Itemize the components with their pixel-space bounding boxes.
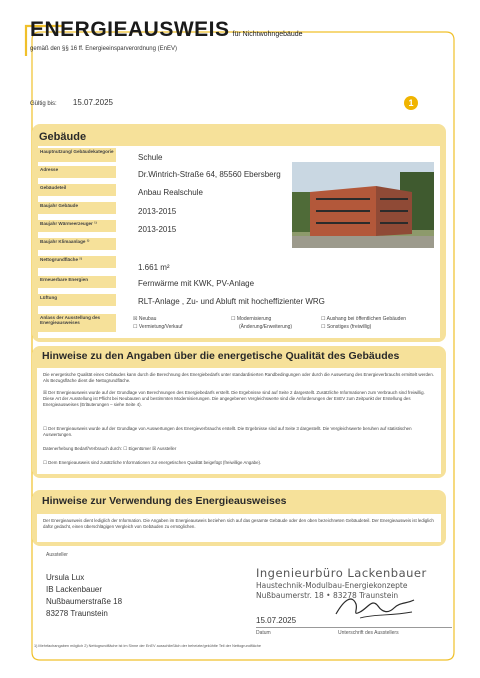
- anlass-option: ☐ Aushang bei öffentlichen Gebäuden: [321, 316, 407, 322]
- checkbox-icon: ☐: [133, 324, 138, 330]
- hinweise-option-zusatz: ☐ Dem Energieausweis sind zusätzliche Informationen zur energetischen Qualität beigefügt (freiwillige Angabe).: [43, 460, 262, 465]
- anlass-option: (Änderung/Erweiterung): [239, 324, 293, 330]
- hinweise-qualitaet-title: Hinweise zu den Angaben über die energetische Qualität des Gebäudes: [42, 350, 400, 362]
- signature-line: [256, 627, 452, 628]
- hinweise-option-verbrauch: ☐ Der Energieausweis wurde auf der Grundlage von Auswertungen des Energieverbrauchs erstellt. Die Ergebnisse sind auf Seite 3 dargestellt. Die Vergleichswerte beruhen auf statistischen Auswertungen.: [43, 426, 412, 437]
- document-subtitle: gemäß den §§ 16 ff. Energieeinsparverordnung (EnEV): [30, 46, 177, 52]
- building-photo: [292, 162, 434, 248]
- checkbox-icon: ☐: [231, 316, 236, 322]
- anlass-option: ☐ Modernisierung: [231, 316, 272, 322]
- anlass-option: ☒ Neubau: [133, 316, 157, 322]
- gebaeude-row-value: 2013-2015: [138, 207, 177, 216]
- gebaeude-row-label: Anlass der Ausstellung des Energieausweises: [38, 314, 116, 332]
- validity-row: [30, 98, 113, 107]
- gebaeude-row-value: RLT-Anlage , Zu- und Abluft mit hocheffizienter WRG: [138, 297, 325, 306]
- validity-label: Gültig bis:: [30, 101, 57, 107]
- gebaeude-row: [38, 254, 440, 272]
- hinweise-qualitaet-body: [37, 368, 441, 474]
- aussteller-line: Ursula Lux: [46, 573, 85, 582]
- gebaeude-row-label: Baujahr Klimaanlage ¹⁾: [38, 238, 116, 250]
- gebaeude-row-label: Erneuerbare Energien: [38, 276, 116, 288]
- aussteller-label: Aussteller: [46, 552, 68, 558]
- handwritten-signature: [330, 590, 420, 622]
- signature-date: 15.07.2025: [256, 616, 297, 625]
- gebaeude-row-label: Hauptnutzung/ Gebäudekategorie: [38, 148, 116, 162]
- hinweise-qualitaet-section: [32, 346, 446, 478]
- gebaeude-row-value: 1.661 m²: [138, 263, 170, 272]
- stamp-line: Nußbaumerstr. 18 • 83278 Traunstein: [256, 591, 399, 600]
- gebaeude-row: [38, 292, 440, 306]
- anlass-option: ☐ Sonstiges (freiwillig): [321, 324, 372, 330]
- hinweise-verwendung-title: Hinweise zur Verwendung des Energieausweises: [42, 495, 287, 507]
- validity-date: 15.07.2025: [72, 98, 113, 107]
- stamp-line: Haustechnik-Modulbau-Energiekonzepte: [256, 581, 408, 590]
- gebaeude-row-value: Schule: [138, 153, 163, 162]
- gebaeude-row-label: Lüftung: [38, 294, 116, 306]
- aussteller-line: 83278 Traunstein: [46, 609, 108, 618]
- aussteller-line: Nußbaumerstraße 18: [46, 597, 123, 606]
- gebaeude-row: [38, 148, 440, 162]
- hinweise-verwendung-body: [37, 514, 441, 542]
- hinweise-verwendung-text: Der Energieausweis dient lediglich der Information. Die Angaben im Energieausweis beziehen sich auf das gesamte Gebäude oder den oben bezeichneten Gebäudeteil. Der Energieausweis ist lediglich dafür gedacht, einen überschlägigen Vergleich von Gebäuden zu ermöglichen.: [43, 518, 434, 529]
- stamp-line: Ingenieurbüro Lackenbauer: [256, 566, 427, 580]
- title-suffix: für Nichtwohngebäude: [232, 31, 303, 38]
- gebaeude-row-value: Fernwärme mit KWK, PV-Anlage: [138, 279, 255, 288]
- gebaeude-title: Gebäude: [39, 131, 87, 143]
- document-title: ENERGIEAUSWEIS für Nichtwohngebäude: [30, 18, 303, 41]
- gebaeude-row-value: 2013-2015: [138, 225, 177, 234]
- gebaeude-row-value: Anbau Realschule: [138, 188, 203, 197]
- hinweise-verwendung-section: [32, 490, 446, 546]
- gebaeude-row-label: Baujahr Gebäude: [38, 202, 116, 214]
- footnote: 1) Mehrfachangaben möglich 2) Nettogrundfläche ist im Sinne der EnEV ausschließlich der beheizte/gekühlte Teil der Nettogrundfläche: [34, 644, 262, 648]
- checkbox-icon: ☐: [321, 316, 326, 322]
- checkbox-icon: ☒: [133, 316, 138, 322]
- gebaeude-row: [38, 274, 440, 288]
- aussteller-line: IB Lackenbauer: [46, 585, 103, 594]
- aussteller-address: [46, 572, 122, 620]
- hinweise-option-bedarf: ☒ Der Energieausweis wurde auf der Grundlage von Berechnungen des Energiebedarfs erstellt. Die Ergebnisse sind auf Seite 2 dargestellt. Zusätzliche Informationen zum Verbrauch sind freiwillig. Diese Art der Ausstellung ist Pflicht bei Neubauten und bestimmten Modernisierungen. Die angegebenen Vergleichswerte sind die Anforderungen der EnEV zum Zeitpunkt der Erstellung des Energieausweises (Erläuterungen – siehe Seite 4).: [43, 390, 425, 407]
- anlass-option: ☐ Vermietung/Verkauf: [133, 324, 183, 330]
- gebaeude-row-label: Gebäudeteil: [38, 184, 116, 196]
- hinweise-datenerhebung: Datenerhebung Bedarf/Verbrauch durch: ☐ Eigentümer ☒ Aussteller: [43, 446, 177, 451]
- signature-label: Unterschrift des Ausstellers: [338, 630, 399, 636]
- page-number-badge: 1: [404, 96, 418, 110]
- date-label: Datum: [256, 630, 271, 636]
- hinweise-intro: Die energetische Qualität eines Gebäudes kann durch die Berechnung des Energiebedarfs unter standardisierten Randbedingungen oder durch die Auswertung des Energieverbrauchs ermittelt werden. Als Bezugsfläche dient die Nettogrundfläche.: [43, 372, 435, 383]
- gebaeude-row-value: Dr.Wintrich-Straße 64, 85560 Ebersberg: [138, 170, 281, 179]
- gebaeude-row-label: Adresse: [38, 166, 116, 178]
- gebaeude-row-label: Baujahr Wärmeerzeuger ¹⁾: [38, 220, 116, 232]
- gebaeude-row-label: Nettogrundfläche ²⁾: [38, 256, 116, 268]
- checkbox-icon: ☐: [321, 324, 326, 330]
